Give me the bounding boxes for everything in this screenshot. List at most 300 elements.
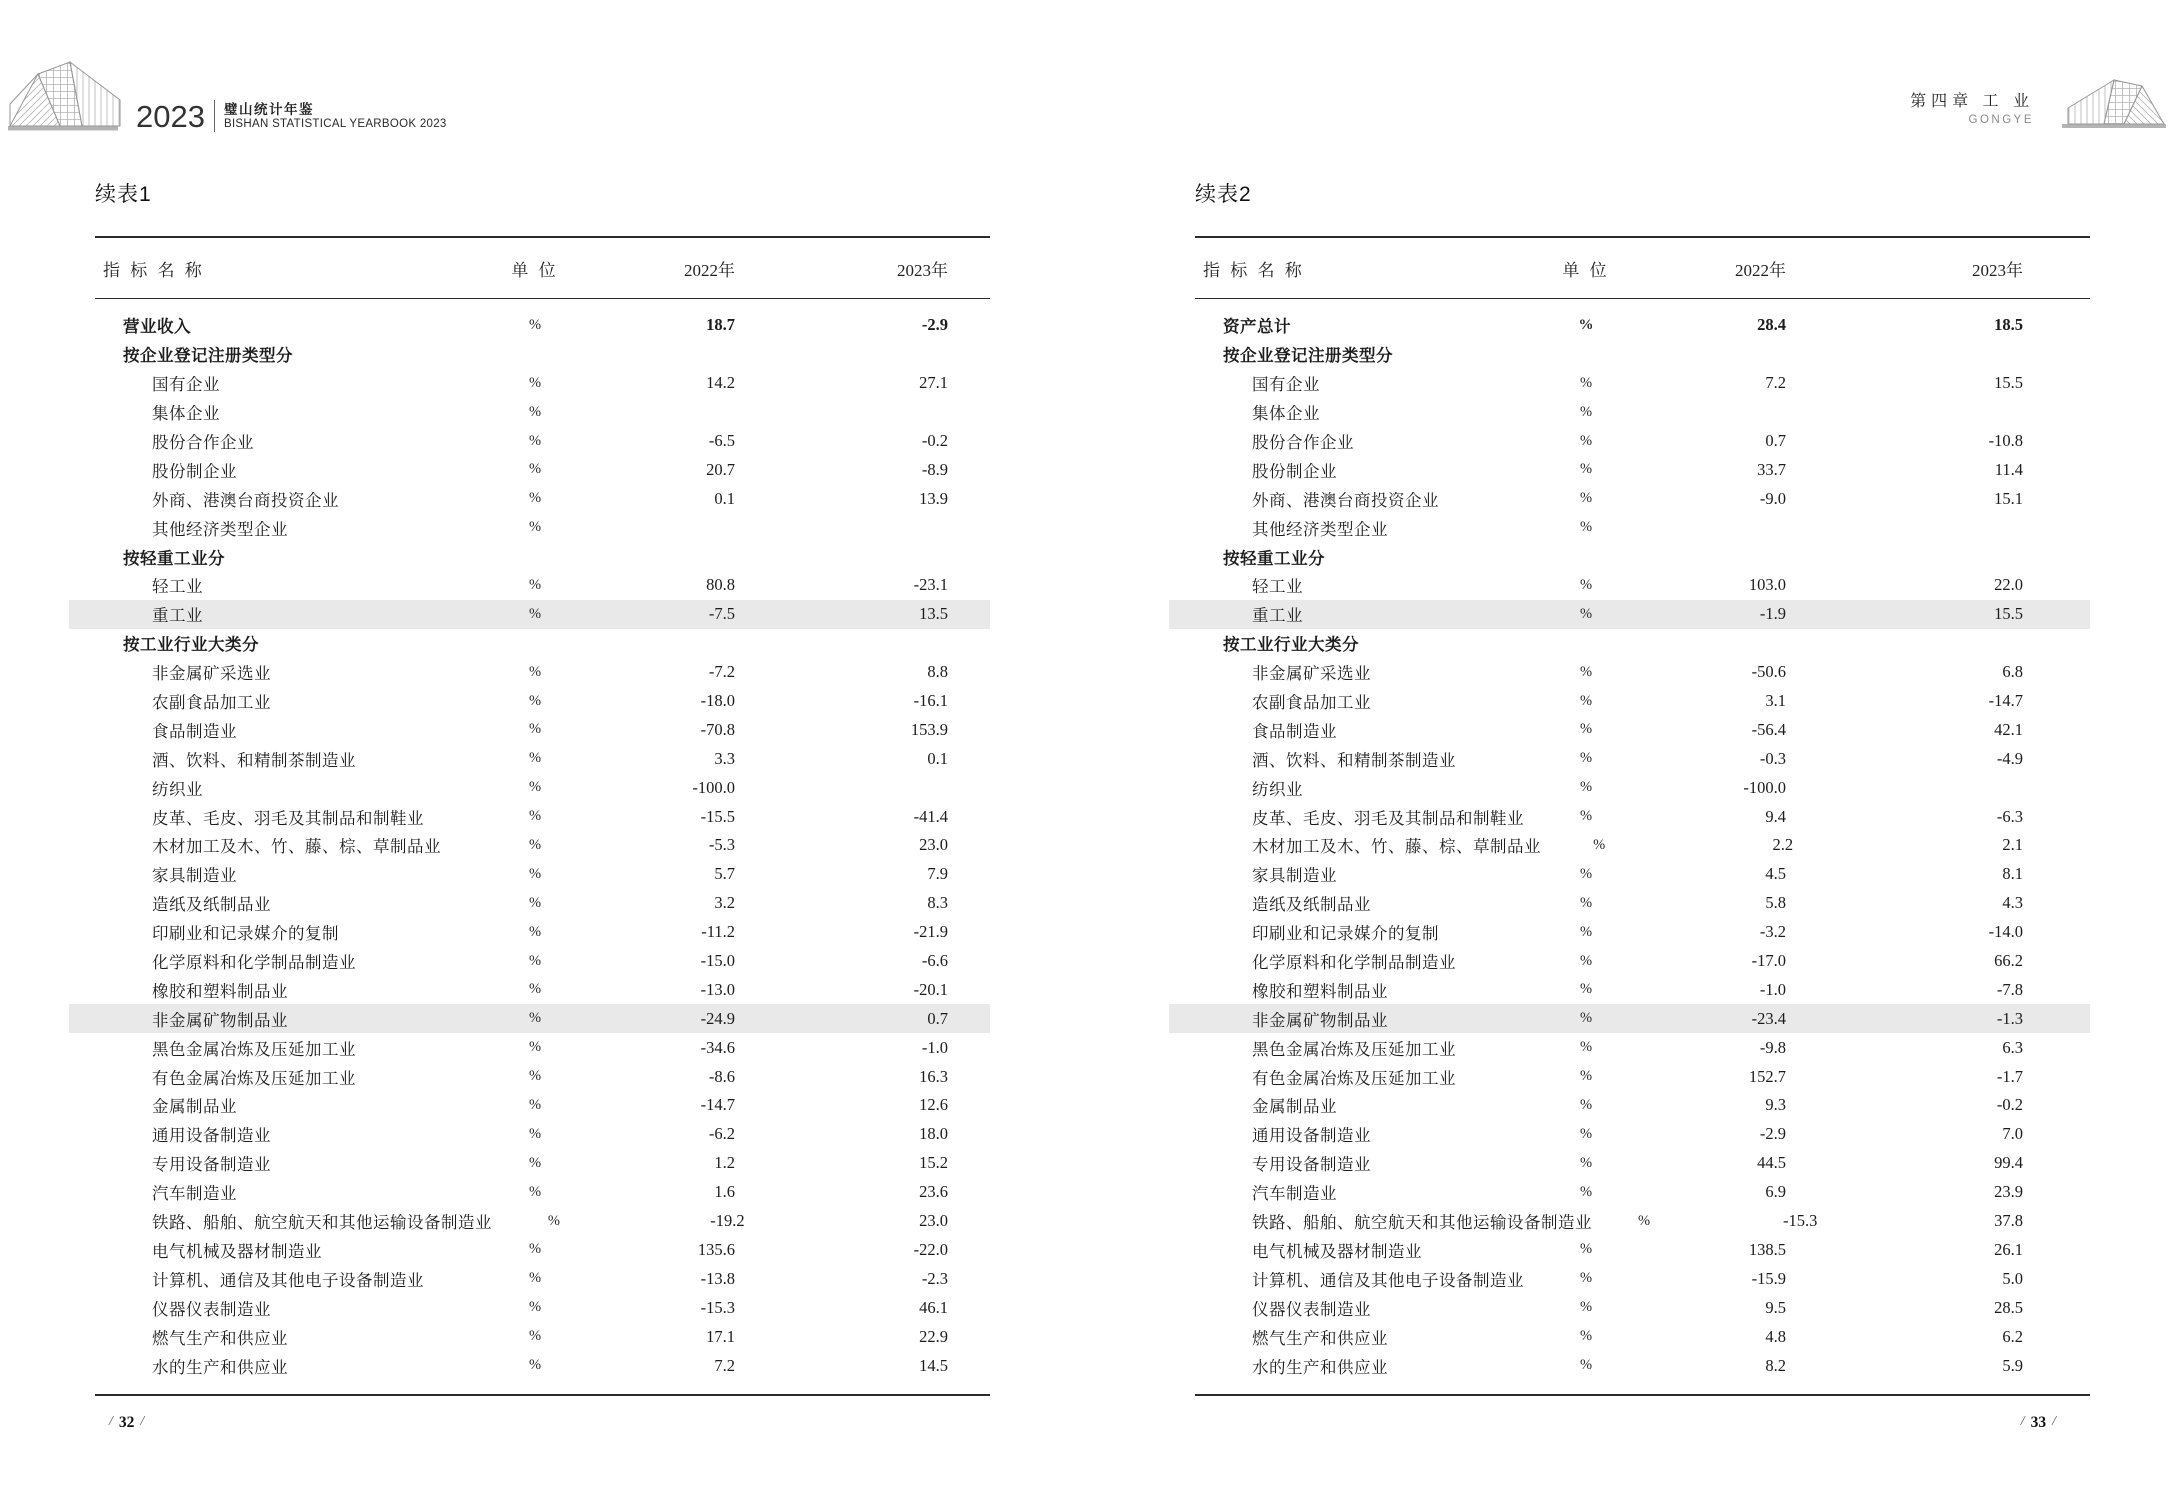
value-2023-cell: 153.9 — [910, 719, 948, 739]
table-row — [1195, 513, 2090, 542]
value-2022-cell: 5.7 — [714, 864, 735, 884]
indicator-name-cell: 非金属矿物制品业 — [1252, 1010, 1388, 1030]
table-row — [95, 889, 990, 918]
indicator-name-cell: 其他经济类型企业 — [1252, 519, 1388, 539]
unit-cell: % — [1579, 1183, 1593, 1200]
continued-table-1 — [95, 182, 990, 1432]
value-2023-cell: 6.8 — [2002, 662, 2023, 682]
table-row — [95, 773, 990, 802]
value-2022-cell: 4.5 — [1765, 864, 1786, 884]
unit-cell: % — [1579, 721, 1593, 738]
table-row — [1195, 484, 2090, 513]
table-caption: 续表2 — [1195, 183, 1252, 206]
indicator-name-cell: 专用设备制造业 — [1252, 1155, 1371, 1175]
value-2022-cell: 4.8 — [1765, 1326, 1786, 1346]
value-2022-cell: 9.5 — [1765, 1297, 1786, 1317]
value-2022-cell: 152.7 — [1748, 1066, 1786, 1086]
statistics-table — [1195, 236, 2090, 1396]
value-2023-cell: -14.0 — [1988, 922, 2023, 942]
unit-cell: % — [528, 403, 542, 420]
value-2022-cell: 3.1 — [1765, 691, 1786, 711]
table-row — [95, 715, 990, 744]
indicator-name-cell: 按工业行业大类分 — [123, 636, 259, 655]
indicator-name-cell: 计算机、通信及其他电子设备制造业 — [1252, 1270, 1524, 1290]
chapter-block — [1910, 93, 2034, 128]
value-2022-cell: 135.6 — [697, 1239, 735, 1259]
value-2023-cell: 14.5 — [919, 1355, 948, 1375]
value-2022-cell: 20.7 — [706, 459, 735, 479]
unit-cell: % — [1579, 692, 1593, 709]
table-row — [1195, 658, 2090, 687]
table-caption: 续表1 — [95, 183, 152, 206]
value-2023-cell: 7.0 — [2002, 1124, 2023, 1144]
indicator-name-cell: 按工业行业大类分 — [1223, 636, 1359, 655]
value-2023-cell: 0.7 — [927, 1008, 948, 1028]
indicator-name-cell: 通用设备制造业 — [152, 1126, 271, 1146]
value-2022-cell: -15.5 — [700, 806, 735, 826]
unit-cell: % — [1579, 750, 1593, 767]
value-2022-cell: -13.8 — [700, 1268, 735, 1288]
value-2023-cell: 46.1 — [919, 1297, 948, 1317]
value-2022-cell: -24.9 — [700, 1008, 735, 1028]
value-2022-cell: 14.2 — [706, 373, 735, 393]
value-2023-cell: 8.3 — [927, 893, 948, 913]
yearbook-logo-icon — [8, 60, 128, 132]
indicator-name-cell: 造纸及纸制品业 — [1252, 895, 1371, 915]
indicator-name-cell: 非金属矿物制品业 — [152, 1010, 288, 1030]
value-2023-cell: 15.5 — [1994, 373, 2023, 393]
indicator-name-cell: 专用设备制造业 — [152, 1155, 271, 1175]
value-2022-cell: 9.3 — [1765, 1095, 1786, 1115]
unit-cell: % — [528, 374, 542, 391]
indicator-name-cell: 外商、港澳台商投资企业 — [152, 490, 339, 510]
table-row — [1195, 802, 2090, 831]
unit-cell: % — [528, 721, 542, 738]
value-2023-cell: 15.2 — [919, 1153, 948, 1173]
table-row — [1195, 918, 2090, 947]
indicator-name-cell: 非金属矿采选业 — [1252, 664, 1371, 684]
continued-table-2 — [1195, 182, 2090, 1432]
header-year-2022: 2022年 — [1735, 260, 1786, 280]
value-2023-cell: -10.8 — [1988, 431, 2023, 450]
table-row — [1195, 1091, 2090, 1120]
unit-cell: % — [528, 1357, 542, 1373]
value-2022-cell: -100.0 — [1743, 777, 1786, 797]
value-2023-cell: 27.1 — [919, 373, 948, 393]
indicator-name-cell: 铁路、船舶、航空航天和其他运输设备制造业 — [152, 1213, 492, 1233]
value-2022-cell: -15.3 — [1782, 1211, 1818, 1231]
table-row — [95, 629, 990, 658]
unit-cell: % — [1579, 374, 1593, 391]
unit-cell: % — [1579, 923, 1593, 940]
value-2023-cell: 8.8 — [927, 662, 948, 682]
indicator-name-cell: 化学原料和化学制品制造业 — [152, 953, 356, 973]
unit-cell: % — [528, 750, 542, 767]
unit-cell: % — [1579, 952, 1593, 969]
table-row — [1195, 687, 2090, 716]
table-row — [95, 484, 990, 513]
value-2023-cell: -14.7 — [1988, 691, 2023, 711]
table-row — [95, 340, 990, 369]
page-number-left — [95, 1414, 990, 1432]
value-2022-cell: -6.2 — [708, 1124, 735, 1144]
value-2023-cell: 23.0 — [919, 835, 948, 855]
table-row — [95, 918, 990, 947]
value-2022-cell: -19.2 — [710, 1211, 745, 1231]
value-2023-cell: 23.6 — [919, 1182, 948, 1202]
indicator-name-cell: 酒、饮料、和精制茶制造业 — [152, 750, 356, 770]
table-row — [95, 687, 990, 716]
value-2022-cell: -1.0 — [1759, 979, 1786, 999]
table-row — [1195, 455, 2090, 484]
value-2023-cell: 8.1 — [2002, 864, 2023, 884]
header-unit: 单 位 — [1562, 260, 1610, 280]
table-row — [95, 369, 990, 398]
unit-cell: % — [1579, 1154, 1593, 1171]
value-2022-cell: 3.3 — [714, 748, 735, 768]
indicator-name-cell: 股份合作企业 — [1252, 433, 1354, 452]
indicator-name-cell: 印刷业和记录媒介的复制 — [1252, 924, 1439, 944]
value-2022-cell: 44.5 — [1757, 1153, 1786, 1173]
unit-cell: % — [1579, 461, 1593, 478]
indicator-name-cell: 酒、饮料、和精制茶制造业 — [1252, 750, 1456, 770]
value-2023-cell: 12.6 — [919, 1095, 948, 1115]
table-row — [1195, 571, 2090, 600]
value-2022-cell: 9.4 — [1765, 806, 1786, 826]
unit-cell: % — [1579, 605, 1593, 622]
indicator-name-cell: 按企业登记注册类型分 — [1223, 347, 1393, 366]
table-row — [1195, 831, 2090, 860]
unit-cell: % — [528, 1241, 542, 1258]
indicator-name-cell: 股份制企业 — [152, 461, 237, 481]
value-2023-cell: -2.9 — [921, 315, 948, 335]
value-2023-cell: 11.4 — [1994, 459, 2023, 479]
value-2022-cell: -50.6 — [1751, 662, 1786, 682]
table-row — [1195, 542, 2090, 571]
indicator-name-cell: 金属制品业 — [1252, 1097, 1337, 1117]
table-row — [1195, 1207, 2090, 1236]
unit-cell: % — [528, 461, 542, 478]
unit-cell: % — [1579, 894, 1593, 911]
unit-cell: % — [528, 1125, 542, 1142]
indicator-name-cell: 股份制企业 — [1252, 461, 1337, 481]
indicator-name-cell: 家具制造业 — [1252, 866, 1337, 886]
indicator-name-cell: 纺织业 — [1252, 779, 1303, 799]
table-row — [1195, 629, 2090, 658]
indicator-name-cell: 仪器仪表制造业 — [1252, 1299, 1371, 1319]
value-2023-cell: 2.1 — [2002, 835, 2023, 855]
unit-cell: % — [1579, 981, 1593, 998]
value-2023-cell: 5.0 — [2002, 1268, 2023, 1288]
value-2022-cell: -3.2 — [1759, 922, 1786, 942]
value-2023-cell: 22.9 — [919, 1326, 948, 1346]
value-2023-cell: 13.9 — [919, 488, 948, 508]
unit-cell: % — [1579, 1010, 1593, 1027]
indicator-name-cell: 通用设备制造业 — [1252, 1126, 1371, 1146]
value-2022-cell: -23.4 — [1751, 1008, 1786, 1028]
table-row — [95, 571, 990, 600]
table-row — [1195, 1004, 2090, 1033]
indicator-name-cell: 水的生产和供应业 — [1252, 1357, 1388, 1377]
table-row — [1195, 369, 2090, 398]
value-2022-cell: 18.7 — [706, 315, 735, 335]
chapter-title-en: GONGYE — [1968, 114, 2034, 126]
value-2023-cell: 0.1 — [927, 748, 948, 768]
indicator-name-cell: 国有企业 — [152, 375, 220, 395]
unit-cell: % — [528, 1328, 542, 1345]
indicator-name-cell: 有色金属冶炼及压延加工业 — [1252, 1068, 1456, 1088]
table-body — [1195, 299, 2090, 1394]
header-year-2023: 2023年 — [897, 260, 948, 280]
unit-cell: % — [528, 808, 542, 825]
unit-cell: % — [1579, 1299, 1593, 1316]
indicator-name-cell: 电气机械及器材制造业 — [1252, 1241, 1422, 1261]
unit-cell: % — [528, 490, 542, 507]
indicator-name-cell: 黑色金属冶炼及压延加工业 — [1252, 1039, 1456, 1059]
indicator-name-cell: 木材加工及木、竹、藤、棕、草制品业 — [152, 837, 441, 857]
value-2023-cell: 23.0 — [919, 1211, 949, 1231]
value-2022-cell: -0.3 — [1759, 748, 1786, 768]
indicator-name-cell: 按轻重工业分 — [123, 549, 225, 568]
value-2022-cell: 28.4 — [1757, 315, 1786, 335]
unit-cell: % — [1579, 1241, 1593, 1258]
indicator-name-cell: 按轻重工业分 — [1223, 549, 1325, 568]
yearbook-brand — [136, 100, 447, 132]
table-row — [1195, 398, 2090, 427]
table-row — [95, 398, 990, 427]
unit-cell: % — [528, 519, 542, 536]
unit-cell: % — [528, 779, 542, 796]
value-2023-cell: -6.6 — [921, 951, 948, 971]
value-2022-cell: 2.2 — [1772, 835, 1794, 855]
unit-cell: % — [528, 1154, 542, 1171]
value-2023-cell: -6.3 — [1996, 806, 2023, 826]
value-2022-cell: -15.9 — [1751, 1268, 1786, 1288]
value-2023-cell: 26.1 — [1994, 1239, 2023, 1259]
indicator-name-cell: 轻工业 — [1252, 577, 1303, 597]
value-2023-cell: 16.3 — [919, 1066, 948, 1086]
table-row — [1195, 1264, 2090, 1293]
indicator-name-cell: 农副食品加工业 — [152, 693, 271, 713]
value-2023-cell: 37.8 — [1994, 1211, 2023, 1231]
value-2022-cell: 0.1 — [714, 488, 735, 508]
unit-cell: % — [1579, 1357, 1593, 1373]
value-2023-cell: -4.9 — [1996, 748, 2023, 768]
value-2023-cell: 15.5 — [1994, 604, 2023, 624]
header-unit: 单 位 — [511, 260, 559, 280]
unit-cell: % — [528, 1299, 542, 1316]
table-row — [95, 1236, 990, 1265]
page-header-right — [1910, 78, 2168, 130]
value-2022-cell: -56.4 — [1751, 719, 1786, 739]
unit-cell: % — [528, 836, 542, 853]
unit-cell: % — [528, 1096, 542, 1113]
value-2022-cell: 7.2 — [714, 1355, 735, 1375]
table-row — [1195, 311, 2090, 340]
table-row — [95, 947, 990, 976]
unit-cell: % — [528, 952, 542, 969]
indicator-name-cell: 股份合作企业 — [152, 433, 254, 452]
value-2023-cell: -41.4 — [913, 806, 948, 826]
indicator-name-cell: 集体企业 — [152, 404, 220, 424]
unit-cell: % — [528, 865, 542, 882]
table-row — [1195, 1178, 2090, 1207]
brand-divider — [214, 100, 215, 132]
unit-cell: % — [1579, 808, 1593, 825]
value-2022-cell: -7.2 — [708, 662, 735, 682]
value-2022-cell: -8.6 — [708, 1066, 735, 1086]
value-2023-cell: -2.3 — [921, 1268, 948, 1288]
table-row — [1195, 600, 2090, 629]
table-row — [1195, 773, 2090, 802]
value-2022-cell: -6.5 — [708, 431, 735, 450]
table-row — [95, 658, 990, 687]
unit-cell: % — [1579, 1270, 1593, 1287]
unit-cell: % — [1579, 865, 1593, 882]
header-year-2023: 2023年 — [1972, 260, 2023, 280]
page-header-left — [8, 60, 447, 132]
unit-cell: % — [528, 923, 542, 940]
value-2023-cell: -0.2 — [921, 431, 948, 450]
indicator-name-cell: 仪器仪表制造业 — [152, 1299, 271, 1319]
value-2022-cell: 103.0 — [1748, 575, 1786, 595]
unit-cell: % — [1579, 1125, 1593, 1142]
value-2022-cell: 5.8 — [1765, 893, 1786, 913]
unit-cell: % — [1579, 1328, 1593, 1345]
value-2023-cell: 42.1 — [1994, 719, 2023, 739]
table-row — [95, 427, 990, 456]
unit-cell: % — [528, 1183, 542, 1200]
indicator-name-cell: 造纸及纸制品业 — [152, 895, 271, 915]
yearbook-title-en: BISHAN STATISTICAL YEARBOOK 2023 — [223, 117, 447, 130]
indicator-name-cell: 农副食品加工业 — [1252, 693, 1371, 713]
value-2022-cell: -13.0 — [700, 979, 735, 999]
page-number: 32 — [118, 1413, 135, 1431]
table-row — [95, 600, 990, 629]
table-row — [95, 1091, 990, 1120]
table-row — [95, 1004, 990, 1033]
slash: / — [2020, 1413, 2025, 1429]
value-2023-cell: 23.9 — [1994, 1182, 2023, 1202]
value-2023-cell: 18.5 — [1994, 315, 2023, 335]
value-2023-cell: -8.9 — [921, 459, 948, 479]
value-2022-cell: 8.2 — [1765, 1355, 1786, 1375]
table-row — [95, 1178, 990, 1207]
indicator-name-cell: 化学原料和化学制品制造业 — [1252, 953, 1456, 973]
table-row — [95, 802, 990, 831]
value-2023-cell: -16.1 — [913, 691, 948, 711]
unit-cell: % — [1579, 490, 1593, 507]
value-2023-cell: 5.9 — [2002, 1355, 2023, 1375]
value-2023-cell: -0.2 — [1996, 1095, 2023, 1115]
value-2022-cell: 7.2 — [1765, 373, 1786, 393]
indicator-name-cell: 印刷业和记录媒介的复制 — [152, 924, 339, 944]
indicator-name-cell: 皮革、毛皮、羽毛及其制品和制鞋业 — [152, 808, 424, 828]
table-row — [95, 1033, 990, 1062]
indicator-name-cell: 汽车制造业 — [1252, 1184, 1337, 1204]
unit-cell: % — [547, 1212, 560, 1229]
header-indicator-name: 指 标 名 称 — [103, 260, 205, 280]
indicator-name-cell: 轻工业 — [152, 577, 203, 597]
yearbook-title-cn: 璧山统计年鉴 — [223, 101, 314, 117]
value-2022-cell: 80.8 — [706, 575, 735, 595]
value-2023-cell: 13.5 — [919, 604, 948, 624]
unit-cell: % — [528, 432, 542, 449]
indicator-name-cell: 外商、港澳台商投资企业 — [1252, 490, 1439, 510]
unit-cell: % — [528, 692, 542, 709]
value-2022-cell: -100.0 — [692, 777, 735, 797]
indicator-name-cell: 食品制造业 — [152, 721, 237, 741]
value-2023-cell: 28.5 — [1994, 1297, 2023, 1317]
indicator-name-cell: 电气机械及器材制造业 — [152, 1241, 322, 1261]
slash: / — [2052, 1413, 2056, 1429]
indicator-name-cell: 橡胶和塑料制品业 — [1252, 981, 1388, 1001]
table-body — [95, 299, 990, 1394]
indicator-name-cell: 铁路、船舶、航空航天和其他运输设备制造业 — [1252, 1213, 1592, 1233]
statistics-table — [95, 236, 990, 1396]
unit-cell: % — [1579, 403, 1593, 420]
indicator-name-cell: 资产总计 — [1223, 318, 1291, 337]
table-row — [95, 513, 990, 542]
slash: / — [140, 1413, 145, 1429]
value-2023-cell: -22.0 — [913, 1239, 948, 1259]
table-row — [95, 1120, 990, 1149]
indicator-name-cell: 水的生产和供应业 — [152, 1357, 288, 1377]
table-row — [1195, 744, 2090, 773]
value-2023-cell: 4.3 — [2002, 893, 2023, 913]
indicator-name-cell: 非金属矿采选业 — [152, 664, 271, 684]
table-row — [95, 1293, 990, 1322]
table-row — [1195, 860, 2090, 889]
value-2022-cell: 17.1 — [706, 1326, 735, 1346]
value-2022-cell: 0.7 — [1765, 431, 1786, 450]
unit-cell: % — [528, 894, 542, 911]
value-2023-cell: -1.3 — [1996, 1008, 2023, 1028]
unit-cell: % — [1579, 779, 1593, 796]
value-2022-cell: 1.2 — [714, 1153, 735, 1173]
table-header-row — [1195, 238, 2090, 299]
indicator-name-cell: 按企业登记注册类型分 — [123, 347, 293, 366]
value-2022-cell: -11.2 — [701, 922, 735, 942]
unit-cell: % — [1579, 576, 1593, 593]
value-2023-cell: 66.2 — [1994, 951, 2023, 971]
value-2023-cell: -7.8 — [1996, 979, 2023, 999]
unit-cell: % — [528, 1010, 542, 1027]
table-row — [1195, 1351, 2090, 1380]
indicator-name-cell: 橡胶和塑料制品业 — [152, 981, 288, 1001]
table-row — [95, 1062, 990, 1091]
table-row — [95, 975, 990, 1004]
chapter-logo-icon — [2046, 78, 2168, 130]
table-row — [1195, 715, 2090, 744]
unit-cell: % — [528, 1270, 542, 1287]
value-2023-cell: -23.1 — [913, 575, 948, 595]
unit-cell: % — [528, 576, 542, 593]
table-row — [1195, 1149, 2090, 1178]
indicator-name-cell: 黑色金属冶炼及压延加工业 — [152, 1039, 356, 1059]
table-row — [1195, 1322, 2090, 1351]
indicator-name-cell: 国有企业 — [1252, 375, 1320, 395]
table-row — [95, 1264, 990, 1293]
value-2023-cell: 6.2 — [2002, 1326, 2023, 1346]
unit-cell: % — [528, 663, 542, 680]
value-2022-cell: -2.9 — [1759, 1124, 1786, 1144]
indicator-name-cell: 有色金属冶炼及压延加工业 — [152, 1068, 356, 1088]
unit-cell: % — [1578, 316, 1594, 333]
indicator-name-cell: 燃气生产和供应业 — [1252, 1328, 1388, 1348]
table-row — [1195, 975, 2090, 1004]
page-number: 33 — [2030, 1413, 2047, 1431]
